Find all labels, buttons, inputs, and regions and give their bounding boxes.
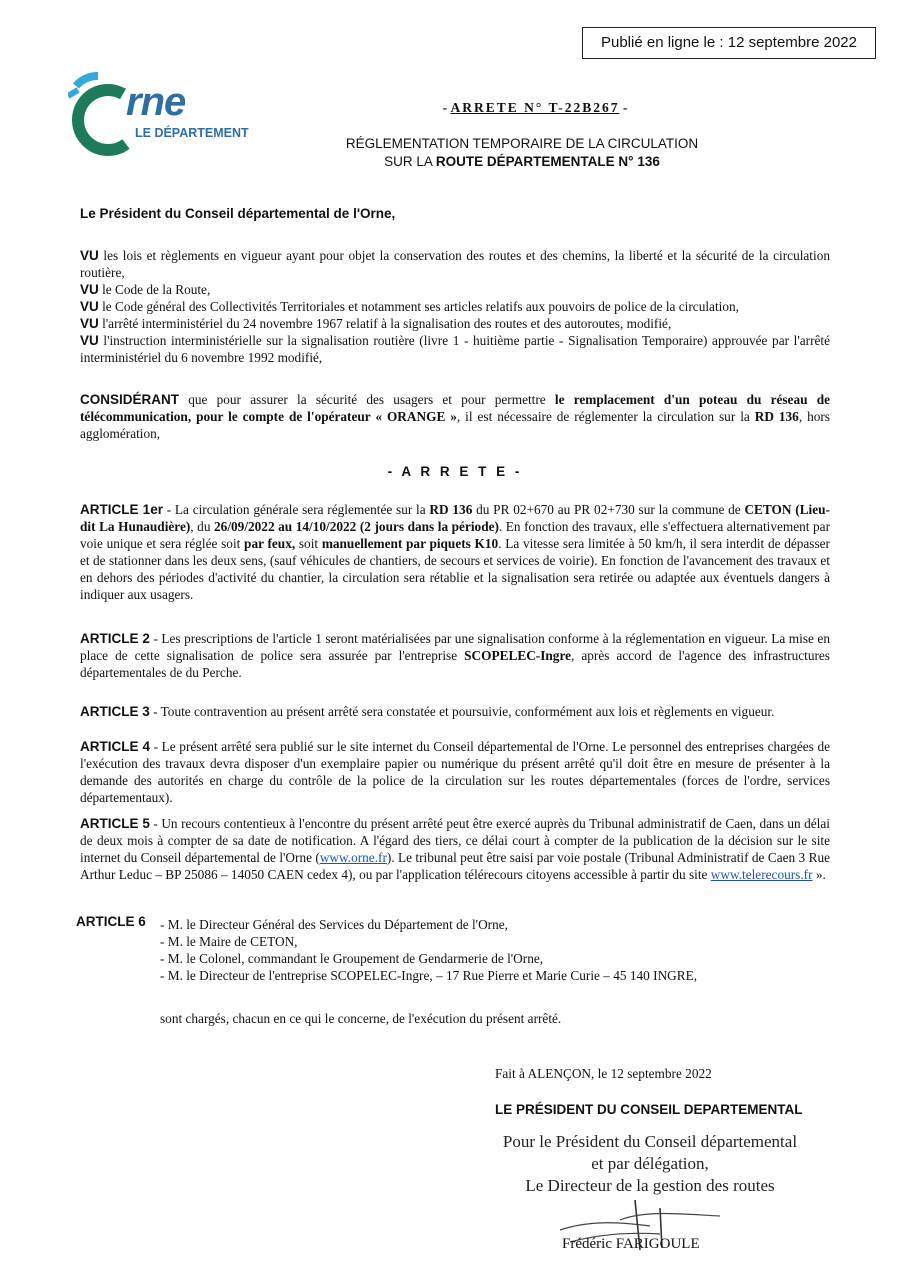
logo-name: rne [126, 80, 186, 124]
publication-date-box: Publié en ligne le : 12 septembre 2022 [582, 27, 876, 59]
article-6-recipients [160, 916, 800, 984]
regulation-title-line1: RÉGLEMENTATION TEMPORAIRE DE LA CIRCULATION [345, 136, 699, 151]
article-4: ARTICLE 4 - Le présent arrêté sera publié sur le site internet du Conseil départemental de l'Orne. Le personnel des entreprises chargées de l'exécution des travaux devra disposer d'un exemplaire papier ou numérique du présent arrêté qu'il doit être en mesure de présenter à la demande des autorités en charge du contrôle de la police de la circulation sur les routes départementales (forces de l'ordre, services départementaux). [80, 739, 830, 805]
delegation-stamp-line3: Le Directeur de la gestion des routes [525, 1176, 775, 1195]
vu-item: VU les lois et règlements en vigueur ayant pour objet la conservation des routes et des chemins, la liberté et la sécurité de la circulation routière, [80, 248, 830, 280]
vu-item: VU l'arrêté interministériel du 24 novembre 1967 relatif à la signalisation des routes et des autoroutes, modifié, [80, 316, 672, 331]
signer-name: Frédéric FARIGOULE [562, 1236, 700, 1252]
orne-website-link[interactable]: www.orne.fr [319, 850, 387, 865]
recipient-line: - M. le Directeur de l'entreprise SCOPELEC-Ingre, – 17 Rue Pierre et Marie Curie – 45 140 INGRE, [160, 968, 698, 983]
delegation-stamp-line1: Pour le Président du Conseil départemental [502, 1132, 798, 1151]
vu-item: VU l'instruction interministérielle sur la signalisation routière (livre 1 - huitième partie - Signalisation Temporaire) approuvée par l'arrêté interministériel du 6 novembre 1992 modifié, [80, 333, 830, 365]
recipient-line: - M. le Maire de CETON, [160, 934, 298, 949]
article-3: ARTICLE 3 - Toute contravention au présent arrêté sera constatée et poursuivie, conformément aux lois et règlements en vigueur. [80, 704, 775, 719]
vu-clauses [80, 247, 830, 366]
arrete-heading: - A R R E T E - [387, 464, 523, 479]
considerant-clause: CONSIDÉRANT que pour assurer la sécurité des usagers et pour permettre le remplacement d'un poteau du réseau de télécommunication, pour le compte de l'opérateur « ORANGE », il est nécessaire de réglementer la circulation sur la RD 136, hors agglomération, [80, 392, 830, 441]
article-5: ARTICLE 5 - Un recours contentieux à l'encontre du présent arrêté peut être exercé auprès du Tribunal administratif de Caen, dans un délai de deux mois à compter de sa date de notification. A l'égard des tiers, ce délai court à compter de la publication de la décision sur le site internet du Conseil départemental de l'Orne (www.orne.fr). Le tribunal peut être saisi par voie postale (Tribunal Administratif de Caen 3 Rue Arthur Leduc – BP 25086 – 14050 CAEN cedex 4), ou par l'application télérecours citoyens accessible à partir du site www.telerecours.fr ». [80, 816, 830, 882]
signer-title: LE PRÉSIDENT DU CONSEIL DEPARTEMENTAL [495, 1102, 803, 1117]
article-6-keyword: ARTICLE 6 [76, 914, 146, 929]
orne-logo [68, 72, 268, 162]
place-date: Fait à ALENÇON, le 12 septembre 2022 [495, 1066, 712, 1081]
telerecours-link[interactable]: www.telerecours.fr [710, 867, 813, 882]
article-1: ARTICLE 1er - La circulation générale sera réglementée sur la RD 136 du PR 02+670 au PR 02+730 sur la commune de CETON (Lieu-dit La Hunaudière), du 26/09/2022 au 14/10/2022 (2 jours dans la période). En fonction des travaux, elle s'effectuera alternativement par voie unique et sera réglée soit par feux, soit manuellement par piquets K10. La vitesse sera limitée à 50 km/h, il sera interdit de dépasser et de stationner dans les deux sens, (sauf véhicules de chantiers, de secours et services de voirie). En fonction de l'avancement des travaux et en dehors des périodes d'activité du chantier, la circulation sera rétablie et la signalisation sera retirée ou adaptée aux éventuels dangers à indiquer aux usagers. [80, 502, 831, 602]
article-6-closing: sont chargés, chacun en ce qui le concerne, de l'exécution du présent arrêté. [160, 1011, 562, 1026]
logo-department: LE DÉPARTEMENT [135, 126, 249, 140]
delegation-stamp-line2: et par délégation, [591, 1154, 709, 1173]
recipient-line: - M. le Directeur Général des Services du Département de l'Orne, [160, 917, 508, 932]
arrete-number: - ARRETE N° T-22B267 - [442, 100, 628, 115]
arrete-number-label: ARRETE N° T-22B267 [450, 100, 620, 115]
vu-item: VU le Code de la Route, [80, 282, 211, 297]
president-heading: Le Président du Conseil départemental de l'Orne, [80, 206, 396, 221]
article-2: ARTICLE 2 - Les prescriptions de l'article 1 seront matérialisées par une signalisation conforme à la réglementation en vigueur. La mise en place de cette signalisation de police sera assurée par l'entreprise SCOPELEC-Ingre, après accord de l'agence des infrastructures départementales de du Perche. [80, 631, 830, 680]
recipient-line: - M. le Colonel, commandant le Groupement de Gendarmerie de l'Orne, [160, 951, 544, 966]
regulation-title-line2: SUR LA ROUTE DÉPARTEMENTALE N° 136 [384, 154, 660, 169]
vu-item: VU le Code général des Collectivités Territoriales et notamment ses articles relatifs aux pouvoirs de police de la circulation, [80, 299, 739, 314]
